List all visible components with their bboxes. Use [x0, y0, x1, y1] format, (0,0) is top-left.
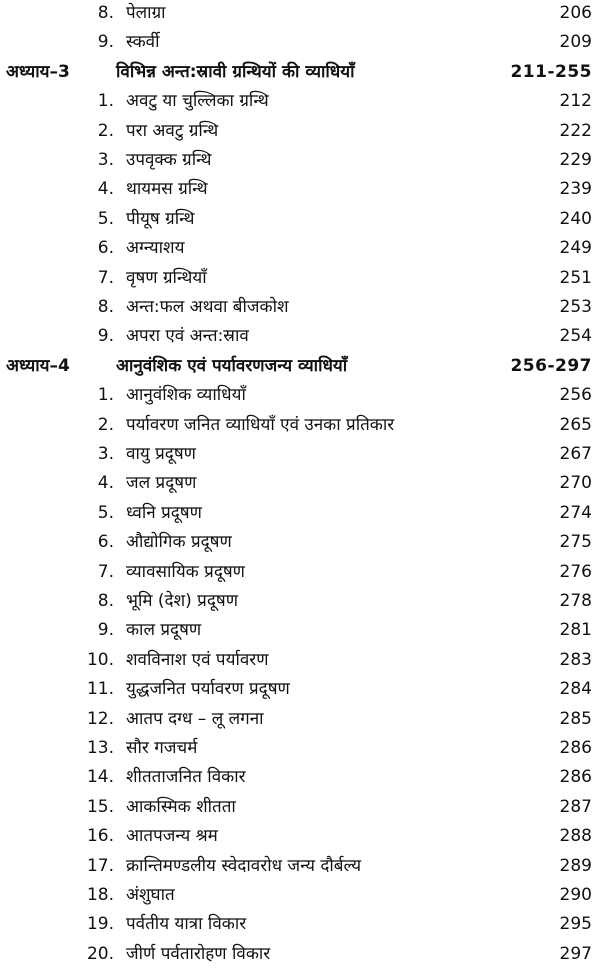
entry-page-number: 274	[559, 502, 592, 523]
entry-number: 18.	[86, 885, 114, 905]
entry-number: 11.	[86, 679, 114, 700]
entry-title: अपरा एवं अन्त:स्राव	[126, 326, 249, 347]
entry-number: 4.	[97, 473, 114, 494]
entry-page-number: 253	[559, 297, 592, 317]
entry-title: उपवृक्क ग्रन्थि	[126, 150, 212, 170]
entry-page-number: 286	[559, 767, 592, 788]
toc-entry	[0, 616, 600, 645]
entry-number: 5.	[97, 208, 114, 229]
entry-page-number: 240	[559, 208, 592, 229]
toc-entry	[0, 264, 600, 293]
toc-entry	[0, 117, 600, 146]
entry-page-number: 267	[559, 444, 592, 464]
entry-number: 3.	[97, 150, 114, 170]
chapter-page-range: 256-297	[510, 355, 592, 376]
entry-title: काल प्रदूषण	[126, 620, 202, 641]
entry-page-number: 206	[559, 3, 592, 23]
entry-page-number: 212	[559, 91, 592, 112]
toc-entry	[0, 852, 600, 881]
toc-entry	[0, 734, 600, 763]
entry-number: 2.	[97, 120, 114, 141]
toc-entry	[0, 587, 600, 616]
entry-title: ध्वनि प्रदूषण	[126, 502, 202, 523]
entry-number: 14.	[86, 767, 114, 788]
entry-number: 1.	[97, 385, 114, 406]
entry-page-number: 222	[559, 120, 592, 141]
toc-entry	[0, 646, 600, 675]
entry-title: युद्धजनित पर्यावरण प्रदूषण	[126, 679, 290, 700]
entry-number: 7.	[97, 267, 114, 288]
entry-page-number: 265	[559, 414, 592, 435]
entry-page-number: 256	[559, 385, 592, 406]
entry-page-number: 288	[559, 826, 592, 847]
entry-number: 2.	[97, 414, 114, 435]
entry-title: औद्योगिक प्रदूषण	[126, 532, 232, 553]
toc-entry	[0, 293, 600, 322]
toc-entry	[0, 499, 600, 528]
entry-title: अग्न्याशय	[126, 238, 185, 259]
entry-number: 9.	[97, 326, 114, 347]
toc-entry	[0, 175, 600, 204]
entry-title: शीतताजनित विकार	[126, 767, 246, 788]
entry-page-number: 209	[559, 32, 592, 53]
entry-page-number: 229	[559, 150, 592, 170]
entry-title: स्कर्वी	[126, 32, 160, 53]
entry-page-number: 290	[559, 885, 592, 905]
toc-entry	[0, 87, 600, 116]
entry-page-number: 284	[559, 679, 592, 700]
entry-number: 9.	[97, 32, 114, 53]
entry-title: पीयूष ग्रन्थि	[126, 208, 195, 229]
entry-page-number: 286	[559, 738, 592, 758]
entry-page-number: 249	[559, 238, 592, 259]
entry-number: 6.	[97, 238, 114, 259]
entry-title: आनुवंशिक व्याधियाँ	[126, 385, 246, 406]
entry-number: 5.	[97, 502, 114, 523]
toc-entry	[0, 558, 600, 587]
entry-number: 12.	[86, 708, 114, 729]
toc-entry	[0, 205, 600, 234]
entry-title: पर्यावरण जनित व्याधियाँ एवं उनका प्रतिकार	[126, 414, 395, 435]
toc-entry	[0, 822, 600, 851]
entry-number: 8.	[97, 297, 114, 317]
entry-title: शवविनाश एवं पर्यावरण	[126, 649, 269, 670]
entry-number: 6.	[97, 532, 114, 553]
chapter-page-range: 211-255	[510, 61, 592, 82]
entry-page-number: 276	[559, 561, 592, 582]
entry-title: जीर्ण पर्वतारोहण विकार	[126, 943, 271, 964]
toc-entry	[0, 940, 600, 969]
chapter-heading	[0, 58, 600, 87]
entry-page-number: 275	[559, 532, 592, 553]
entry-page-number: 297	[559, 943, 592, 964]
entry-number: 4.	[97, 179, 114, 200]
entry-number: 17.	[86, 855, 114, 876]
entry-number: 3.	[97, 444, 114, 464]
chapter-heading	[0, 352, 600, 381]
entry-page-number: 285	[559, 708, 592, 729]
toc-entry	[0, 763, 600, 792]
entry-page-number: 287	[559, 796, 592, 817]
entry-page-number: 283	[559, 649, 592, 670]
toc-entry	[0, 28, 600, 57]
entry-page-number: 254	[559, 326, 592, 347]
toc-entry	[0, 881, 600, 910]
entry-number: 20.	[86, 943, 114, 964]
toc-entry	[0, 528, 600, 557]
toc-entry	[0, 440, 600, 469]
entry-page-number: 289	[559, 855, 592, 876]
entry-title: भूमि (देश) प्रदूषण	[126, 591, 238, 611]
entry-page-number: 270	[559, 473, 592, 494]
chapter-label: अध्याय–4	[6, 355, 70, 376]
entry-title: परा अवटु ग्रन्थि	[126, 120, 219, 141]
entry-page-number: 295	[559, 914, 592, 935]
entry-title: अंशुघात	[126, 885, 175, 905]
entry-title: आतपजन्य श्रम	[126, 826, 218, 847]
entry-title: वृषण ग्रन्थियाँ	[126, 267, 207, 288]
toc-entry	[0, 381, 600, 410]
chapter-title: विभिन्न अन्त:स्रावी ग्रन्थियों की व्याधियाँ	[116, 61, 355, 82]
entry-number: 8.	[97, 591, 114, 611]
entry-title: आतप दग्ध – लू लगना	[126, 708, 264, 729]
chapter-title: आनुवंशिक एवं पर्यावरणजन्य व्याधियाँ	[116, 355, 348, 376]
entry-number: 13.	[86, 738, 114, 758]
entry-title: सौर गजचर्म	[126, 738, 198, 758]
entry-number: 8.	[97, 3, 114, 23]
entry-title: जल प्रदूषण	[126, 473, 197, 494]
toc-entry	[0, 793, 600, 822]
entry-title: क्रान्तिमण्डलीय स्वेदावरोध जन्य दौर्बल्य	[126, 855, 362, 876]
entry-title: अन्त:फल अथवा बीजकोश	[126, 297, 289, 317]
toc-entry	[0, 675, 600, 704]
entry-title: वायु प्रदूषण	[126, 444, 196, 464]
entry-page-number: 278	[559, 591, 592, 611]
entry-page-number: 239	[559, 179, 592, 200]
entry-title: आकस्मिक शीतता	[126, 796, 236, 817]
entry-title: व्यावसायिक प्रदूषण	[126, 561, 245, 582]
entry-title: अवटु या चुल्लिका ग्रन्थि	[126, 91, 269, 112]
toc-entry	[0, 910, 600, 939]
entry-number: 10.	[86, 649, 114, 670]
entry-number: 19.	[86, 914, 114, 935]
entry-number: 7.	[97, 561, 114, 582]
entry-page-number: 281	[559, 620, 592, 641]
toc-entry	[0, 0, 600, 28]
entry-number: 9.	[97, 620, 114, 641]
toc-entry	[0, 705, 600, 734]
entry-number: 15.	[86, 796, 114, 817]
entry-number: 1.	[97, 91, 114, 112]
entry-title: पर्वतीय यात्रा विकार	[126, 914, 247, 935]
entry-title: पेलाग्रा	[126, 3, 166, 23]
toc-entry	[0, 411, 600, 440]
toc-entry	[0, 234, 600, 263]
toc-entry	[0, 146, 600, 175]
entry-number: 16.	[86, 826, 114, 847]
toc-entry	[0, 322, 600, 351]
entry-page-number: 251	[559, 267, 592, 288]
toc-entry	[0, 469, 600, 498]
chapter-label: अध्याय–3	[6, 61, 70, 82]
entry-title: थायमस ग्रन्थि	[126, 179, 208, 200]
